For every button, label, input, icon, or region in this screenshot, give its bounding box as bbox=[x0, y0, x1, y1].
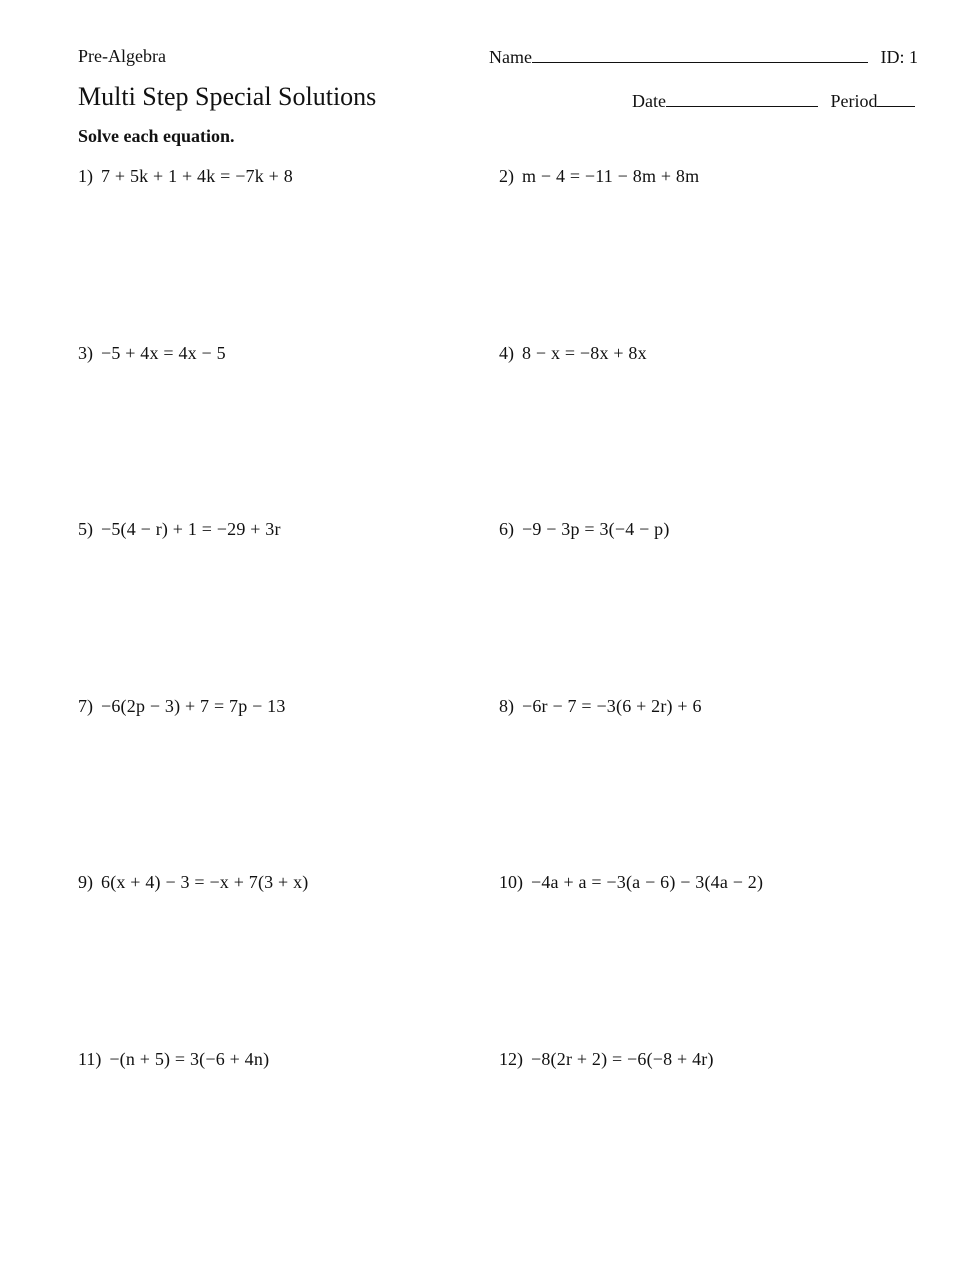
problem-equation: −6(2p − 3) + 7 = 7p − 13 bbox=[101, 696, 286, 716]
date-blank[interactable] bbox=[666, 90, 818, 107]
date-period-line bbox=[632, 90, 915, 112]
problem-number: 8) bbox=[499, 696, 514, 716]
problem-item bbox=[499, 343, 647, 364]
problem-item bbox=[78, 696, 286, 717]
problem-item bbox=[78, 872, 309, 893]
name-line bbox=[489, 46, 918, 68]
problem-item bbox=[499, 872, 763, 893]
problem-item bbox=[78, 519, 281, 540]
worksheet-title: Multi Step Special Solutions bbox=[78, 82, 377, 111]
problem-equation: −5 + 4x = 4x − 5 bbox=[101, 343, 226, 363]
problem-number: 5) bbox=[78, 519, 93, 539]
problem-number: 3) bbox=[78, 343, 93, 363]
problem-number: 11) bbox=[78, 1049, 102, 1069]
period-blank[interactable] bbox=[877, 90, 915, 107]
problem-equation: −9 − 3p = 3(−4 − p) bbox=[522, 519, 670, 539]
problem-equation: 8 − x = −8x + 8x bbox=[522, 343, 647, 363]
date-label: Date bbox=[632, 91, 666, 111]
problem-equation: −8(2r + 2) = −6(−8 + 4r) bbox=[531, 1049, 714, 1069]
problem-number: 4) bbox=[499, 343, 514, 363]
id-label: ID: 1 bbox=[880, 47, 918, 67]
problem-item bbox=[499, 1049, 714, 1070]
period-label: Period bbox=[830, 91, 878, 111]
problem-item bbox=[78, 343, 226, 364]
problem-number: 2) bbox=[499, 166, 514, 186]
problem-number: 1) bbox=[78, 166, 93, 186]
problem-equation: 6(x + 4) − 3 = −x + 7(3 + x) bbox=[101, 872, 309, 892]
problem-item bbox=[499, 519, 670, 540]
problem-equation: −4a + a = −3(a − 6) − 3(4a − 2) bbox=[531, 872, 764, 892]
problem-item bbox=[78, 1049, 269, 1070]
name-blank[interactable] bbox=[532, 46, 868, 63]
instructions: Solve each equation. bbox=[78, 126, 235, 146]
problem-equation: −6r − 7 = −3(6 + 2r) + 6 bbox=[522, 696, 702, 716]
problem-equation: m − 4 = −11 − 8m + 8m bbox=[522, 166, 700, 186]
course-label: Pre-Algebra bbox=[78, 46, 166, 66]
problem-equation: −5(4 − r) + 1 = −29 + 3r bbox=[101, 519, 281, 539]
problem-equation: −(n + 5) = 3(−6 + 4n) bbox=[109, 1049, 270, 1069]
problem-number: 12) bbox=[499, 1049, 523, 1069]
problem-number: 9) bbox=[78, 872, 93, 892]
problem-item bbox=[499, 166, 699, 187]
problem-equation: 7 + 5k + 1 + 4k = −7k + 8 bbox=[101, 166, 293, 186]
problem-number: 7) bbox=[78, 696, 93, 716]
problem-item bbox=[78, 166, 293, 187]
name-label: Name bbox=[489, 47, 532, 67]
problem-number: 10) bbox=[499, 872, 523, 892]
problem-item bbox=[499, 696, 702, 717]
problem-number: 6) bbox=[499, 519, 514, 539]
